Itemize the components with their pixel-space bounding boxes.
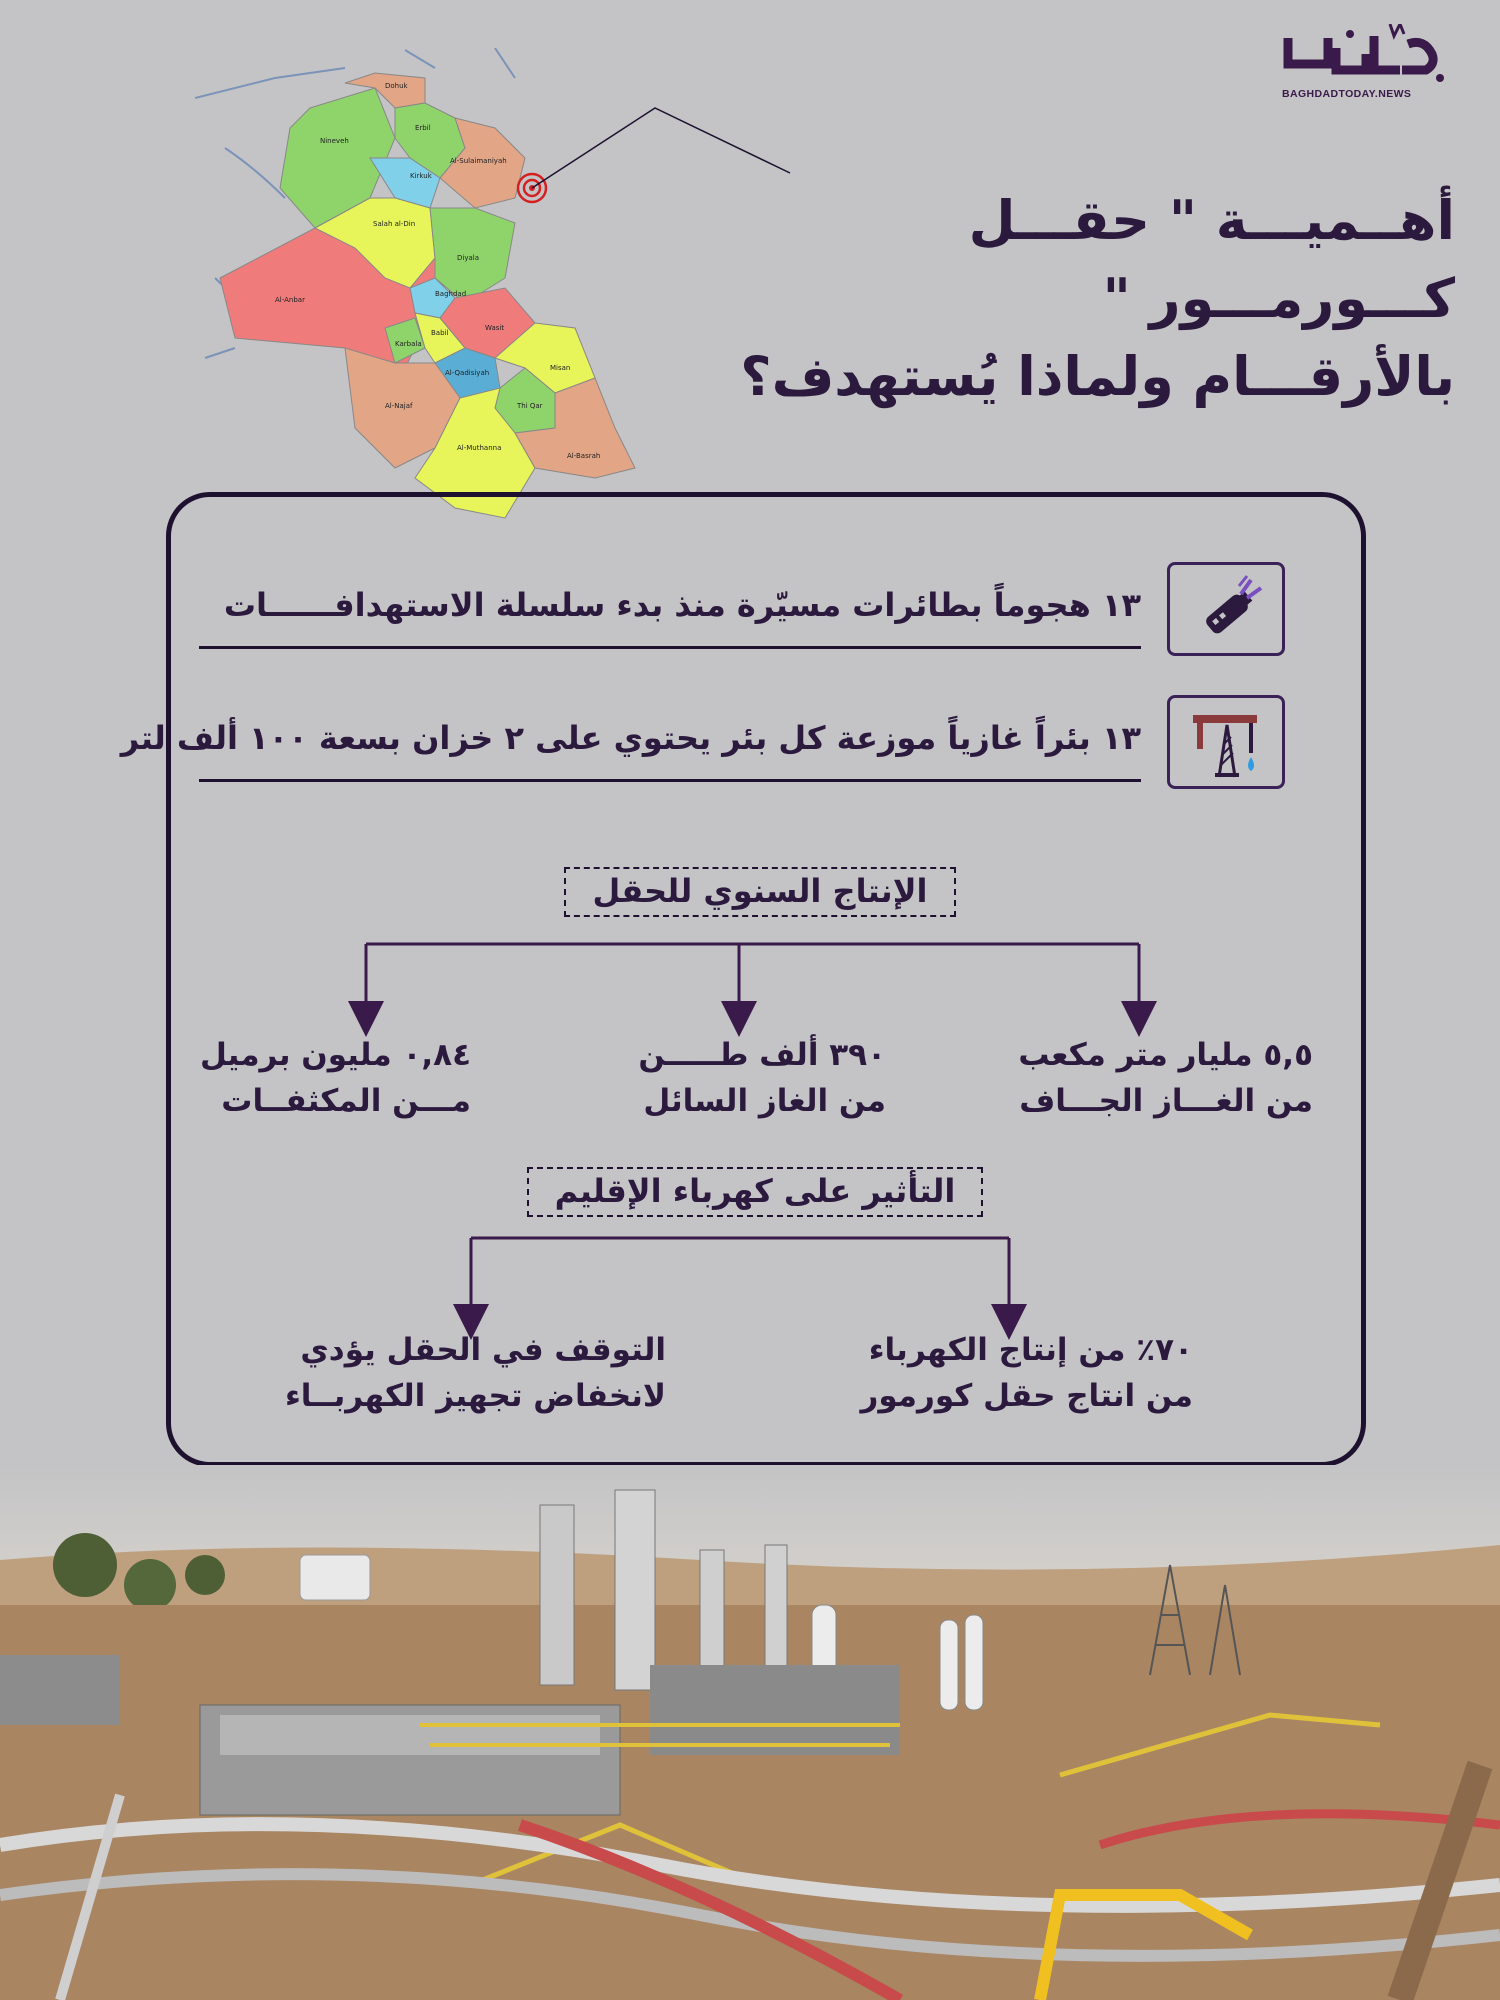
production-item-value: ٥,٥ مليار متر مكعب [1018,1037,1313,1073]
impact-item-line: ٧٠٪ من إنتاج الكهرباء [868,1332,1193,1368]
fact-text-attacks: ١٣ هجوماً بطائرات مسيّرة منذ بدء سلسلة الاستهدافــــــات [223,586,1141,624]
map-label-al-basrah: Al-Basrah [567,452,601,460]
map-label-karbala: Karbala [395,340,422,348]
impact-item-line: من انتاج حقل كورمور [860,1378,1193,1414]
map-label-diyala: Diyala [457,254,480,262]
info-card [120,492,1366,1467]
impact-item-shutdown [246,1327,666,1419]
impact-item-line: لانخفاض تجهيز الكهربــاء [284,1378,666,1414]
impact-item-share [860,1327,1193,1419]
title-line-2: بالأرقـــام ولماذا يُستهدف؟ [740,345,1455,408]
map-label-al-qadisiyah: Al-Qadisiyah [445,369,490,377]
map-label-thi-qar: Thi Qar [517,402,543,410]
production-item-dry-gas [1018,1032,1313,1124]
production-item-unit: من الغاز السائل [643,1083,886,1119]
logo-site-name: BAGHDADTODAY.NEWS [1282,88,1412,100]
brand-logo [1280,24,1450,100]
map-label-babil: Babil [431,329,449,337]
production-heading: الإنتاج السنوي للحقل [564,867,956,917]
logo-wordmark [1280,24,1450,86]
impact-item-line: التوقف في الحقل يؤدي [300,1332,666,1368]
map-label-kirkuk: Kirkuk [410,172,432,180]
page-title [695,182,1455,416]
map-label-baghdad: Baghdad [435,290,467,298]
production-item-condensate [201,1032,471,1124]
impact-heading: التأثير على كهرباء الإقليم [527,1167,983,1217]
map-label-dohuk: Dohuk [385,82,408,90]
map-label-al-anbar: Al-Anbar [275,296,305,304]
production-item-value: ٠,٨٤ مليون برميل [200,1037,471,1073]
map-label-al-muthanna: Al-Muthanna [457,444,502,452]
production-item-unit: من الغـــاز الجـــاف [1019,1083,1313,1119]
fact-text-wells: ١٣ بئراً غازياً موزعة كل بئر يحتوي على ٢ خزان بسعة ١٠٠ ألف لتر [120,719,1141,757]
production-item-liquid-gas [616,1032,886,1124]
map-label-erbil: Erbil [415,124,431,132]
title-line-1: أهــميـــة " حقـــل كـــورمـــور " [968,189,1455,330]
map-label-wasit: Wasit [485,324,505,332]
production-item-unit: مـــن المكثفــات [221,1083,471,1119]
production-item-value: ٣٩٠ ألف طـــــن [638,1037,886,1073]
map-label-nineveh: Nineveh [320,137,349,145]
gas-field-photo [0,1465,1500,2000]
map-label-salah-al-din: Salah al-Din [373,220,416,228]
map-label-misan: Misan [550,364,571,372]
map-label-al-najaf: Al-Najaf [385,402,413,410]
pointer-line [532,108,790,188]
map-label-sulaimaniyah: Al-Sulaimaniyah [450,157,507,165]
production-tree-connector [120,497,1371,1472]
